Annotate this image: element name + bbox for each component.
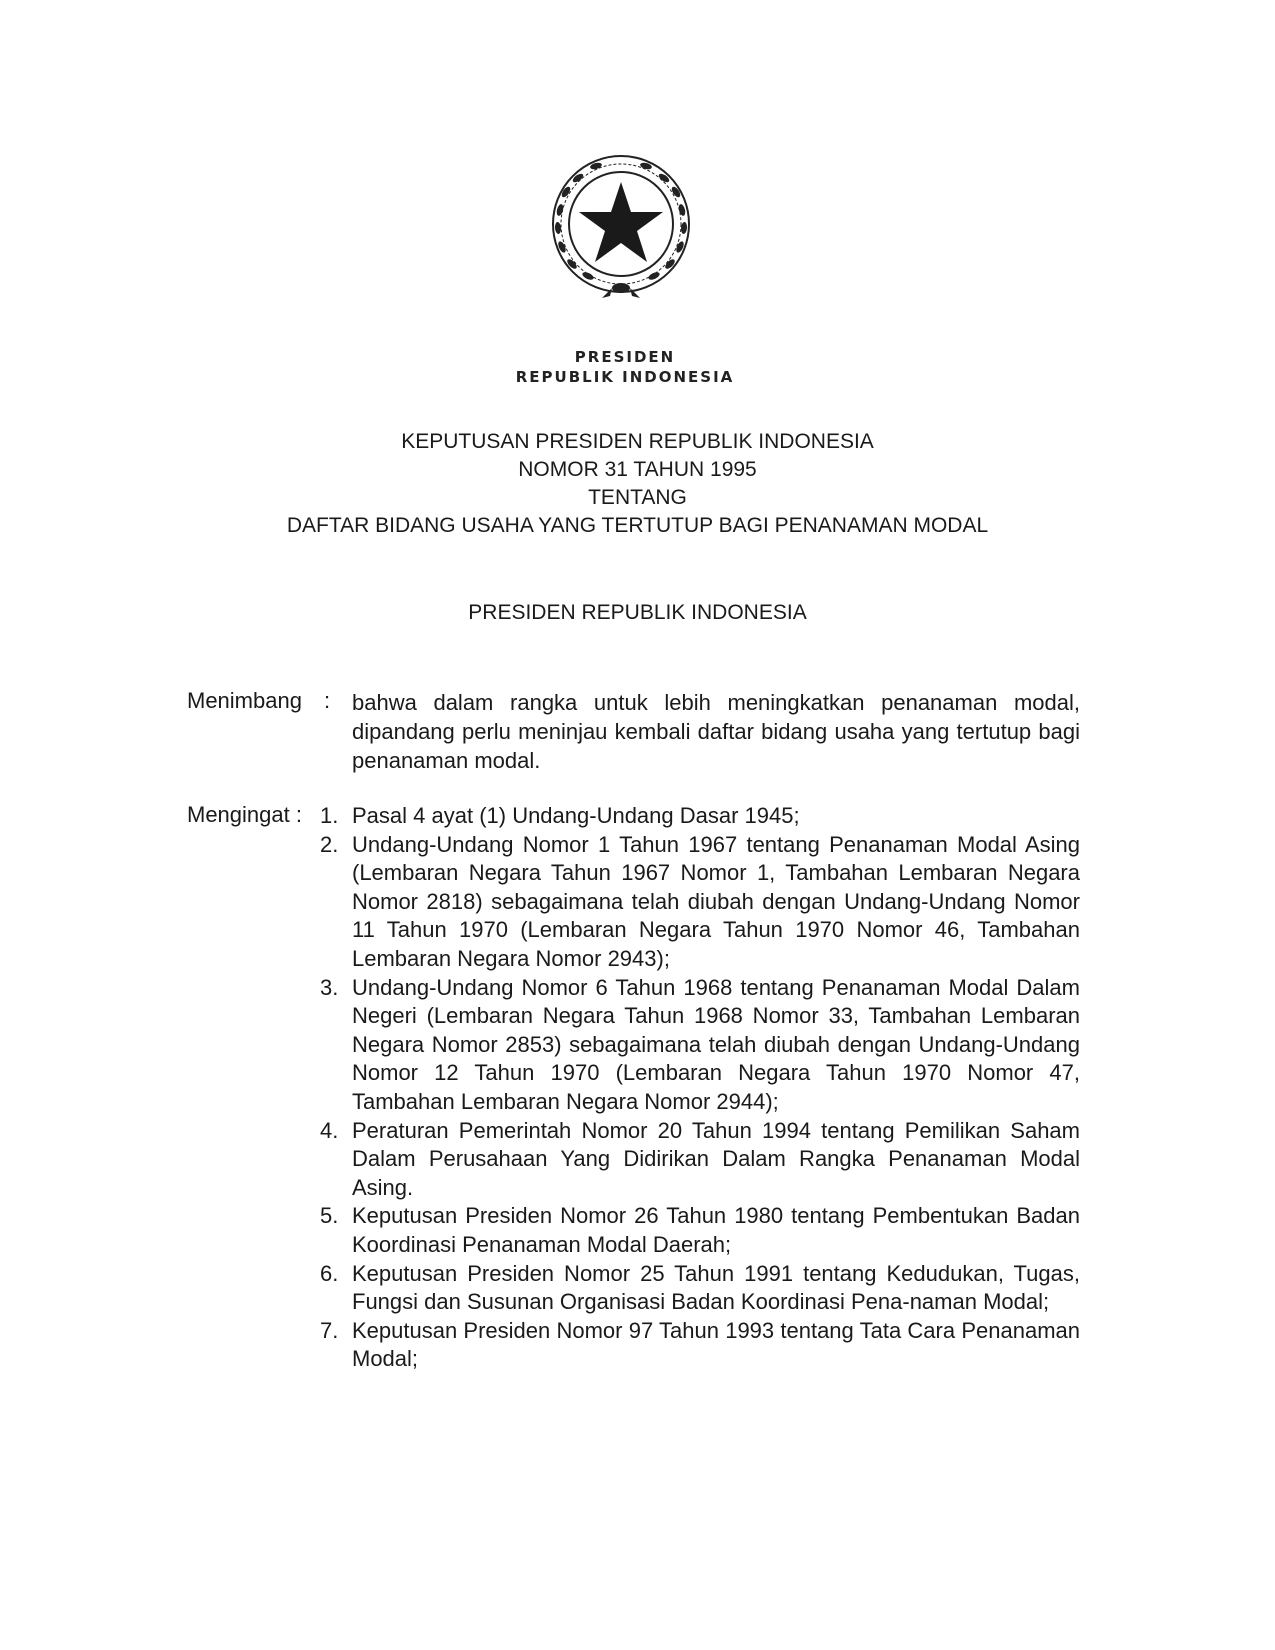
title-line-3: TENTANG xyxy=(588,486,687,509)
list-item-text: Keputusan Presiden Nomor 26 Tahun 1980 tentang Pembentukan Badan Koordinasi Penanaman Modal Daerah; xyxy=(352,1203,1080,1257)
emblem-caption-line2: REPUBLIK INDONESIA xyxy=(515,368,735,386)
menimbang-colon: : xyxy=(324,688,331,713)
emblem-caption-line1: PRESIDEN xyxy=(574,348,676,366)
list-item xyxy=(320,1260,1080,1317)
title-line-1: KEPUTUSAN PRESIDEN REPUBLIK INDONESIA xyxy=(401,430,874,453)
list-item-number: 2. xyxy=(320,831,339,857)
list-item-text: Peraturan Pemerintah Nomor 20 Tahun 1994 tentang Pemilikan Saham Dalam Perusahaan Yang Didirikan Dalam Rangka Penanaman Modal Asing. xyxy=(352,1117,1080,1200)
decree-title xyxy=(0,428,1275,540)
title-line-2: NOMOR 31 TAHUN 1995 xyxy=(518,458,757,481)
list-item-number: 6. xyxy=(320,1260,339,1286)
issuer-heading: PRESIDEN REPUBLIK INDONESIA xyxy=(468,601,807,624)
list-item-text: Undang-Undang Nomor 6 Tahun 1968 tentang Penanaman Modal Dalam Negeri (Lembaran Negara Tahun 1968 Nomor 33, Tambahan Lembaran Negara Nomor 2853) sebagaimana telah diubah dengan Undang-Undang Nomor 12 Tahun 1970 (Lembaran Negara Tahun 1970 Nomor 47, Tambahan Lembaran Negara Nomor 2944); xyxy=(352,974,1080,1114)
list-item-number: 4. xyxy=(320,1117,339,1143)
list-item-number: 1. xyxy=(320,803,339,828)
list-item-text: Undang-Undang Nomor 1 Tahun 1967 tentang Penanaman Modal Asing (Lembaran Negara Tahun 1967 Nomor 1, Tambahan Lembaran Negara Nomor 2818) sebagaimana telah diubah dengan Undang-Undang Nomor 11 Tahun 1970 (Lembaran Negara Tahun 1970 Nomor 46, Tambahan Lembaran Negara Nomor 2943); xyxy=(352,831,1080,971)
list-item xyxy=(320,802,1080,831)
list-item xyxy=(320,1117,1080,1203)
list-item-number: 5. xyxy=(320,1203,339,1229)
list-item-number: 7. xyxy=(320,1317,339,1343)
list-item xyxy=(320,831,1080,974)
title-line-4: DAFTAR BIDANG USAHA YANG TERTUTUP BAGI PENANAMAN MODAL xyxy=(286,514,989,537)
presidential-seal-icon xyxy=(540,152,702,302)
list-item-text: Keputusan Presiden Nomor 97 Tahun 1993 tentang Tata Cara Penanaman Modal; xyxy=(352,1317,1080,1372)
list-item-text: Keputusan Presiden Nomor 25 Tahun 1991 tentang Kedudukan, Tugas, Fungsi dan Susunan Organisasi Badan Koordinasi Pena-naman Modal; xyxy=(352,1260,1080,1315)
menimbang-label: Menimbang xyxy=(187,688,302,713)
list-item-text: Pasal 4 ayat (1) Undang-Undang Dasar 1945; xyxy=(352,803,800,828)
list-item xyxy=(320,974,1080,1117)
list-item xyxy=(320,1317,1080,1374)
list-item-number: 3. xyxy=(320,974,339,1000)
mengingat-list xyxy=(320,802,1080,1374)
mengingat-label: Mengingat : xyxy=(187,802,302,827)
list-item xyxy=(320,1202,1080,1259)
menimbang-text: bahwa dalam rangka untuk lebih meningkatkan penanaman modal, dipandang perlu meninjau kembali daftar bidang usaha yang tertutup bagi penanaman modal. xyxy=(352,690,1080,773)
